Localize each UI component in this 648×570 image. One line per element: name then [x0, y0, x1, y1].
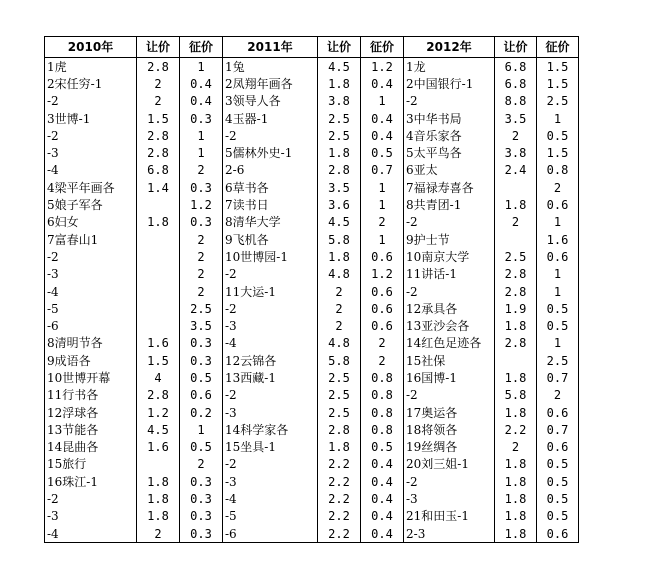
- cell-item-2012: 2中国银行-1: [404, 75, 495, 92]
- cell-rang-price-2011: 2.2: [318, 473, 361, 490]
- cell-rang-price-2012: 1.8: [495, 525, 537, 543]
- cell-item-2011: -2: [223, 300, 318, 317]
- cell-rang-price-2011: 3.6: [318, 196, 361, 213]
- cell-rang-price-2011: 2.8: [318, 162, 361, 179]
- header-zheng-price-2010: 征价: [180, 37, 223, 58]
- table-row: [45, 248, 579, 265]
- header-zheng-price-2011: 征价: [361, 37, 404, 58]
- table-row: [45, 93, 579, 110]
- cell-item-2012: 5太平鸟各: [404, 144, 495, 161]
- cell-zheng-price-2010: 2.5: [180, 300, 223, 317]
- cell-item-2012: 11讲话-1: [404, 266, 495, 283]
- table-row: [45, 473, 579, 490]
- cell-zheng-price-2010: 0.3: [180, 214, 223, 231]
- cell-zheng-price-2011: 0.4: [361, 127, 404, 144]
- cell-zheng-price-2010: 2: [180, 248, 223, 265]
- cell-zheng-price-2012: 0.6: [537, 248, 579, 265]
- cell-rang-price-2010: [137, 317, 180, 334]
- cell-rang-price-2011: 1.8: [318, 75, 361, 92]
- table-row: [45, 266, 579, 283]
- cell-rang-price-2010: 2: [137, 75, 180, 92]
- cell-zheng-price-2011: 1.2: [361, 266, 404, 283]
- cell-rang-price-2012: 2.8: [495, 283, 537, 300]
- cell-zheng-price-2012: 0.5: [537, 490, 579, 507]
- cell-item-2012: 19丝绸各: [404, 439, 495, 456]
- cell-zheng-price-2010: 0.3: [180, 110, 223, 127]
- table-row: [45, 179, 579, 196]
- cell-zheng-price-2012: 0.7: [537, 421, 579, 438]
- cell-rang-price-2012: 1.8: [495, 404, 537, 421]
- cell-rang-price-2012: 1.8: [495, 473, 537, 490]
- cell-item-2012: -2: [404, 93, 495, 110]
- cell-zheng-price-2012: 2: [537, 179, 579, 196]
- cell-item-2011: 10世博园-1: [223, 248, 318, 265]
- cell-zheng-price-2010: 1: [180, 58, 223, 76]
- cell-zheng-price-2011: 1.2: [361, 58, 404, 76]
- cell-zheng-price-2012: 1: [537, 283, 579, 300]
- cell-item-2011: -3: [223, 317, 318, 334]
- cell-rang-price-2012: 3.8: [495, 144, 537, 161]
- cell-item-2011: 12云锦各: [223, 352, 318, 369]
- cell-rang-price-2012: 1.8: [495, 456, 537, 473]
- cell-zheng-price-2012: 2: [537, 387, 579, 404]
- cell-rang-price-2010: 2.8: [137, 127, 180, 144]
- cell-item-2012: 15社保: [404, 352, 495, 369]
- cell-zheng-price-2012: 1.5: [537, 58, 579, 76]
- cell-rang-price-2010: 1.8: [137, 214, 180, 231]
- cell-zheng-price-2011: 2: [361, 335, 404, 352]
- cell-zheng-price-2011: 0.4: [361, 75, 404, 92]
- cell-rang-price-2011: 2: [318, 300, 361, 317]
- table-row: [45, 369, 579, 386]
- cell-zheng-price-2010: 3.5: [180, 317, 223, 334]
- cell-item-2011: 7读书日: [223, 196, 318, 213]
- cell-rang-price-2011: 3.8: [318, 93, 361, 110]
- cell-rang-price-2011: 2.2: [318, 490, 361, 507]
- cell-item-2012: 4音乐家各: [404, 127, 495, 144]
- cell-rang-price-2011: 1.8: [318, 144, 361, 161]
- cell-rang-price-2011: 2.5: [318, 127, 361, 144]
- cell-item-2010: -5: [45, 300, 137, 317]
- table-row: [45, 352, 579, 369]
- cell-rang-price-2011: 1.8: [318, 439, 361, 456]
- cell-zheng-price-2010: 2: [180, 456, 223, 473]
- table-row: [45, 162, 579, 179]
- cell-item-2010: 14昆曲各: [45, 439, 137, 456]
- cell-rang-price-2011: 2.5: [318, 369, 361, 386]
- cell-rang-price-2010: 2: [137, 93, 180, 110]
- cell-zheng-price-2010: 0.4: [180, 93, 223, 110]
- cell-zheng-price-2010: 0.3: [180, 508, 223, 525]
- cell-item-2011: -3: [223, 473, 318, 490]
- cell-zheng-price-2012: 0.6: [537, 404, 579, 421]
- cell-zheng-price-2011: 0.4: [361, 508, 404, 525]
- cell-rang-price-2012: 1.8: [495, 508, 537, 525]
- cell-zheng-price-2010: 1.2: [180, 196, 223, 213]
- cell-rang-price-2012: 5.8: [495, 387, 537, 404]
- cell-rang-price-2011: 2.2: [318, 508, 361, 525]
- cell-rang-price-2012: 1.8: [495, 490, 537, 507]
- table-row: [45, 196, 579, 213]
- cell-rang-price-2011: 2.8: [318, 421, 361, 438]
- cell-rang-price-2012: 2: [495, 439, 537, 456]
- cell-item-2010: 13节能各: [45, 421, 137, 438]
- cell-zheng-price-2012: 0.6: [537, 196, 579, 213]
- cell-zheng-price-2011: 0.8: [361, 369, 404, 386]
- cell-rang-price-2011: 1.8: [318, 248, 361, 265]
- cell-item-2010: 1虎: [45, 58, 137, 76]
- cell-item-2011: -4: [223, 335, 318, 352]
- cell-item-2012: 21和田玉-1: [404, 508, 495, 525]
- cell-item-2012: -2: [404, 387, 495, 404]
- cell-rang-price-2011: 2.2: [318, 525, 361, 543]
- cell-item-2012: 12承具各: [404, 300, 495, 317]
- cell-item-2012: 9护士节: [404, 231, 495, 248]
- cell-zheng-price-2012: 0.5: [537, 127, 579, 144]
- cell-rang-price-2012: 1.9: [495, 300, 537, 317]
- cell-item-2012: 8共青团-1: [404, 196, 495, 213]
- cell-zheng-price-2012: 0.5: [537, 317, 579, 334]
- table-row: [45, 490, 579, 507]
- cell-item-2011: 15坐具-1: [223, 439, 318, 456]
- cell-rang-price-2012: 1.8: [495, 317, 537, 334]
- cell-item-2011: -2: [223, 127, 318, 144]
- cell-item-2012: 13亚沙会各: [404, 317, 495, 334]
- cell-zheng-price-2011: 0.6: [361, 283, 404, 300]
- cell-zheng-price-2010: 0.3: [180, 335, 223, 352]
- cell-item-2012: 18将领各: [404, 421, 495, 438]
- cell-zheng-price-2012: 0.5: [537, 456, 579, 473]
- cell-item-2012: 3中华书局: [404, 110, 495, 127]
- header-year-2011: 2011年: [223, 37, 318, 58]
- table-row: [45, 404, 579, 421]
- cell-rang-price-2012: [495, 352, 537, 369]
- header-year-2010: 2010年: [45, 37, 137, 58]
- cell-zheng-price-2012: 0.5: [537, 300, 579, 317]
- cell-item-2011: 6草书各: [223, 179, 318, 196]
- cell-zheng-price-2011: 0.6: [361, 248, 404, 265]
- cell-rang-price-2012: 8.8: [495, 93, 537, 110]
- cell-rang-price-2010: 1.5: [137, 352, 180, 369]
- cell-zheng-price-2012: 2.5: [537, 352, 579, 369]
- cell-rang-price-2010: 4: [137, 369, 180, 386]
- table-row: [45, 508, 579, 525]
- cell-zheng-price-2012: 1: [537, 335, 579, 352]
- cell-zheng-price-2010: 0.5: [180, 439, 223, 456]
- cell-rang-price-2010: 1.2: [137, 404, 180, 421]
- table-row: [45, 439, 579, 456]
- table-row: [45, 231, 579, 248]
- cell-zheng-price-2010: 0.3: [180, 473, 223, 490]
- cell-zheng-price-2010: 0.3: [180, 179, 223, 196]
- cell-item-2011: 13西藏-1: [223, 369, 318, 386]
- cell-rang-price-2010: 4.5: [137, 421, 180, 438]
- table-row: [45, 144, 579, 161]
- cell-item-2010: -2: [45, 248, 137, 265]
- cell-item-2010: -6: [45, 317, 137, 334]
- cell-zheng-price-2010: 1: [180, 144, 223, 161]
- cell-rang-price-2010: 6.8: [137, 162, 180, 179]
- cell-rang-price-2010: 1.8: [137, 473, 180, 490]
- cell-item-2011: 4玉器-1: [223, 110, 318, 127]
- cell-rang-price-2010: 2.8: [137, 144, 180, 161]
- cell-item-2011: 8清华大学: [223, 214, 318, 231]
- cell-zheng-price-2012: 2.5: [537, 93, 579, 110]
- table-row: [45, 335, 579, 352]
- cell-rang-price-2012: 2.8: [495, 266, 537, 283]
- cell-rang-price-2011: 2.5: [318, 110, 361, 127]
- cell-zheng-price-2010: 2: [180, 231, 223, 248]
- cell-item-2010: 2宋任穷-1: [45, 75, 137, 92]
- cell-item-2011: -2: [223, 266, 318, 283]
- table-row: [45, 456, 579, 473]
- table-row: [45, 110, 579, 127]
- table-row: [45, 283, 579, 300]
- cell-rang-price-2012: [495, 231, 537, 248]
- cell-item-2011: -5: [223, 508, 318, 525]
- cell-zheng-price-2010: 2: [180, 266, 223, 283]
- cell-zheng-price-2010: 1: [180, 127, 223, 144]
- cell-rang-price-2010: 1.4: [137, 179, 180, 196]
- cell-item-2012: -2: [404, 473, 495, 490]
- cell-zheng-price-2010: 1: [180, 421, 223, 438]
- cell-rang-price-2011: 2: [318, 317, 361, 334]
- cell-zheng-price-2011: 0.8: [361, 404, 404, 421]
- cell-rang-price-2010: [137, 456, 180, 473]
- table-row: [45, 58, 579, 76]
- table-row: [45, 127, 579, 144]
- cell-item-2010: 15旅行: [45, 456, 137, 473]
- cell-item-2011: -6: [223, 525, 318, 543]
- cell-rang-price-2010: 1.8: [137, 508, 180, 525]
- cell-item-2012: 6亚太: [404, 162, 495, 179]
- cell-item-2011: -4: [223, 490, 318, 507]
- cell-rang-price-2010: [137, 196, 180, 213]
- cell-rang-price-2012: 2: [495, 214, 537, 231]
- cell-zheng-price-2011: 1: [361, 231, 404, 248]
- cell-rang-price-2012: 6.8: [495, 58, 537, 76]
- cell-rang-price-2010: [137, 248, 180, 265]
- cell-zheng-price-2011: 0.4: [361, 473, 404, 490]
- table-row: [45, 317, 579, 334]
- cell-zheng-price-2010: 0.3: [180, 352, 223, 369]
- cell-zheng-price-2011: 2: [361, 352, 404, 369]
- cell-zheng-price-2012: 1.5: [537, 75, 579, 92]
- cell-rang-price-2010: 2.8: [137, 58, 180, 76]
- cell-item-2012: 17奥运各: [404, 404, 495, 421]
- cell-item-2010: -2: [45, 490, 137, 507]
- cell-zheng-price-2011: 0.6: [361, 300, 404, 317]
- cell-rang-price-2011: 4.5: [318, 214, 361, 231]
- cell-rang-price-2010: [137, 300, 180, 317]
- cell-item-2011: 1兔: [223, 58, 318, 76]
- cell-rang-price-2011: 2.2: [318, 456, 361, 473]
- cell-zheng-price-2011: 0.4: [361, 456, 404, 473]
- cell-rang-price-2011: 4.8: [318, 335, 361, 352]
- cell-rang-price-2010: [137, 283, 180, 300]
- cell-zheng-price-2010: 2: [180, 162, 223, 179]
- header-year-2012: 2012年: [404, 37, 495, 58]
- cell-zheng-price-2012: 0.8: [537, 162, 579, 179]
- cell-rang-price-2012: 2.8: [495, 335, 537, 352]
- cell-zheng-price-2011: 0.5: [361, 144, 404, 161]
- cell-zheng-price-2012: 1: [537, 110, 579, 127]
- header-rang-price-2011: 让价: [318, 37, 361, 58]
- cell-item-2010: -2: [45, 127, 137, 144]
- cell-item-2010: 8清明节各: [45, 335, 137, 352]
- cell-rang-price-2012: 3.5: [495, 110, 537, 127]
- header-rang-price-2012: 让价: [495, 37, 537, 58]
- cell-zheng-price-2011: 0.6: [361, 317, 404, 334]
- cell-rang-price-2012: 1.8: [495, 196, 537, 213]
- stamp-price-table: [44, 36, 579, 543]
- cell-item-2011: 11大运-1: [223, 283, 318, 300]
- cell-item-2010: 16珠江-1: [45, 473, 137, 490]
- cell-item-2010: 5娘子军各: [45, 196, 137, 213]
- cell-rang-price-2011: 5.8: [318, 352, 361, 369]
- cell-rang-price-2011: 3.5: [318, 179, 361, 196]
- cell-zheng-price-2012: 0.5: [537, 473, 579, 490]
- cell-item-2012: 20刘三姐-1: [404, 456, 495, 473]
- cell-zheng-price-2011: 0.4: [361, 525, 404, 543]
- cell-item-2011: 14科学家各: [223, 421, 318, 438]
- cell-item-2012: 7福禄寿喜各: [404, 179, 495, 196]
- cell-zheng-price-2012: 1: [537, 214, 579, 231]
- cell-rang-price-2011: 2.5: [318, 387, 361, 404]
- cell-item-2011: -2: [223, 387, 318, 404]
- cell-item-2011: 2凤翔年画各: [223, 75, 318, 92]
- cell-item-2010: 12浮球各: [45, 404, 137, 421]
- cell-rang-price-2010: 1.5: [137, 110, 180, 127]
- cell-item-2012: -2: [404, 283, 495, 300]
- cell-zheng-price-2012: 0.5: [537, 508, 579, 525]
- table-row: [45, 525, 579, 543]
- cell-item-2010: 10世博开幕: [45, 369, 137, 386]
- cell-rang-price-2011: 2: [318, 283, 361, 300]
- cell-zheng-price-2010: 0.2: [180, 404, 223, 421]
- cell-item-2011: 3领导人各: [223, 93, 318, 110]
- cell-item-2010: -4: [45, 525, 137, 543]
- cell-rang-price-2010: [137, 266, 180, 283]
- cell-zheng-price-2012: 1.6: [537, 231, 579, 248]
- cell-zheng-price-2011: 0.7: [361, 162, 404, 179]
- table-row: [45, 387, 579, 404]
- table-row: [45, 75, 579, 92]
- cell-item-2010: -4: [45, 162, 137, 179]
- cell-zheng-price-2010: 0.3: [180, 525, 223, 543]
- cell-item-2012: 16国博-1: [404, 369, 495, 386]
- cell-rang-price-2012: 2: [495, 127, 537, 144]
- cell-rang-price-2010: 1.6: [137, 439, 180, 456]
- cell-item-2010: -2: [45, 93, 137, 110]
- cell-zheng-price-2010: 0.3: [180, 490, 223, 507]
- cell-item-2010: 4梁平年画各: [45, 179, 137, 196]
- cell-rang-price-2012: 2.4: [495, 162, 537, 179]
- cell-zheng-price-2012: 0.6: [537, 525, 579, 543]
- cell-rang-price-2012: 1.8: [495, 369, 537, 386]
- cell-rang-price-2012: [495, 179, 537, 196]
- cell-item-2010: 9成语各: [45, 352, 137, 369]
- table-body: [45, 58, 579, 543]
- cell-item-2012: -3: [404, 490, 495, 507]
- cell-item-2012: 1龙: [404, 58, 495, 76]
- cell-item-2011: 2-6: [223, 162, 318, 179]
- cell-item-2011: -2: [223, 456, 318, 473]
- cell-zheng-price-2011: 0.8: [361, 387, 404, 404]
- cell-zheng-price-2012: 1.5: [537, 144, 579, 161]
- cell-zheng-price-2011: 2: [361, 214, 404, 231]
- cell-rang-price-2010: 2.8: [137, 387, 180, 404]
- table-row: [45, 214, 579, 231]
- cell-zheng-price-2010: 0.4: [180, 75, 223, 92]
- cell-rang-price-2012: 6.8: [495, 75, 537, 92]
- cell-rang-price-2011: 4.5: [318, 58, 361, 76]
- header-zheng-price-2012: 征价: [537, 37, 579, 58]
- cell-item-2010: 3世博-1: [45, 110, 137, 127]
- cell-item-2012: 14红色足迹各: [404, 335, 495, 352]
- cell-zheng-price-2012: 1: [537, 266, 579, 283]
- cell-zheng-price-2010: 0.6: [180, 387, 223, 404]
- cell-item-2010: -3: [45, 266, 137, 283]
- cell-zheng-price-2011: 1: [361, 196, 404, 213]
- cell-zheng-price-2012: 0.6: [537, 439, 579, 456]
- cell-item-2010: 11行书各: [45, 387, 137, 404]
- cell-rang-price-2011: 2.5: [318, 404, 361, 421]
- cell-zheng-price-2010: 2: [180, 283, 223, 300]
- table-row: [45, 421, 579, 438]
- cell-item-2010: -3: [45, 144, 137, 161]
- cell-zheng-price-2011: 0.8: [361, 421, 404, 438]
- cell-item-2010: -3: [45, 508, 137, 525]
- cell-zheng-price-2011: 0.5: [361, 439, 404, 456]
- cell-rang-price-2010: 1.8: [137, 490, 180, 507]
- cell-item-2010: 6妇女: [45, 214, 137, 231]
- cell-rang-price-2011: 4.8: [318, 266, 361, 283]
- cell-item-2012: 2-3: [404, 525, 495, 543]
- cell-item-2010: -4: [45, 283, 137, 300]
- cell-rang-price-2012: 2.2: [495, 421, 537, 438]
- cell-item-2012: 10南京大学: [404, 248, 495, 265]
- header-rang-price-2010: 让价: [137, 37, 180, 58]
- cell-zheng-price-2012: 0.7: [537, 369, 579, 386]
- cell-zheng-price-2011: 0.4: [361, 490, 404, 507]
- cell-item-2011: 5儒林外史-1: [223, 144, 318, 161]
- cell-rang-price-2010: [137, 231, 180, 248]
- cell-rang-price-2011: 5.8: [318, 231, 361, 248]
- table-row: [45, 300, 579, 317]
- cell-zheng-price-2011: 1: [361, 179, 404, 196]
- cell-rang-price-2012: 2.5: [495, 248, 537, 265]
- cell-zheng-price-2011: 0.4: [361, 110, 404, 127]
- cell-zheng-price-2011: 1: [361, 93, 404, 110]
- cell-rang-price-2010: 1.6: [137, 335, 180, 352]
- header-row: [45, 37, 579, 58]
- cell-item-2011: -3: [223, 404, 318, 421]
- cell-item-2012: -2: [404, 214, 495, 231]
- cell-zheng-price-2010: 0.5: [180, 369, 223, 386]
- cell-item-2010: 7富春山1: [45, 231, 137, 248]
- cell-rang-price-2010: 2: [137, 525, 180, 543]
- cell-item-2011: 9飞机各: [223, 231, 318, 248]
